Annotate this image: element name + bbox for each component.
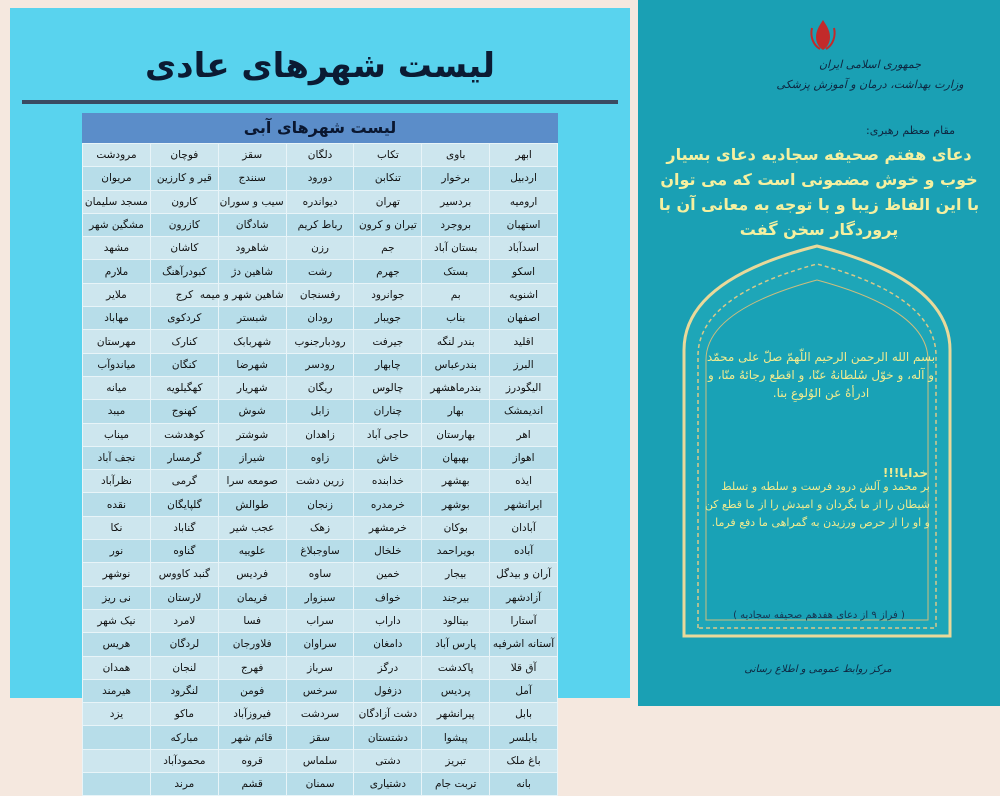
table-cell: آستانه اشرفیه [490,633,558,656]
table-cell: استهبان [490,213,558,236]
table-cell: مبارکه [150,726,218,749]
table-cell: تربت جام [422,773,490,796]
table-cell: تهران [354,190,422,213]
left-panel [10,8,630,791]
table-cell: رشت [286,260,354,283]
table-cell: بهار [422,400,490,423]
table-cell: خاش [354,446,422,469]
table-cell: طوالش [218,493,286,516]
table-cell: سردشت [286,703,354,726]
table-cell: عجب شیر [218,516,286,539]
table-cell: پاکدشت [422,656,490,679]
table-cell: زهک [286,516,354,539]
table-cell: زاوه [286,446,354,469]
table-title: لیست شهرهای آبی [82,113,558,143]
table-cell: زابل [286,400,354,423]
table-row [83,144,558,167]
table-cell: باوی [422,144,490,167]
table-cell: لارستان [150,586,218,609]
table-cell: گرمی [150,470,218,493]
table-cell: بابلسر [490,726,558,749]
table-cell: کارون [150,190,218,213]
cities-table [82,143,558,796]
table-cell: گرمسار [150,446,218,469]
table-cell: قائم شهر [218,726,286,749]
ornamental-frame [678,240,956,640]
table-cell: ملایر [83,283,151,306]
table-cell: خدابنده [354,470,422,493]
table-cell: گنبد کاووس [150,563,218,586]
table-cell: نی ریز [83,586,151,609]
table-cell: آباده [490,540,558,563]
table-cell: چالوس [354,376,422,399]
footer-signature: مرکز روابط عمومی و اطلاع رسانی [744,664,892,675]
table-row [83,213,558,236]
table-cell: ارومیه [490,190,558,213]
table-cell: خمین [354,563,422,586]
table-cell: محمودآباد [150,749,218,772]
table-cell: کازرون [150,213,218,236]
table-cell: شاهین دژ [218,260,286,283]
table-cell: دشت آزادگان [354,703,422,726]
arabic-prayer: بسم الله الرحمن الرحیم اللّهمّ صلّ علی محمّد و آله، و خوّل سُلطانهُ عنّا، و اقطع رجائهُ منّا، و ادرأهُ عن الوُلوعِ بنا. [706,350,936,400]
table-cell: جوانرود [354,283,422,306]
table-cell: دورود [286,167,354,190]
table-cell: خرمشهر [354,516,422,539]
table-cell: تنکابن [354,167,422,190]
table-cell: لنگرود [150,679,218,702]
table-cell: قشم [218,773,286,796]
table-row [83,470,558,493]
table-cell: مهرستان [83,330,151,353]
table-cell: اسدآباد [490,237,558,260]
table-row [83,376,558,399]
table-cell: بهبهان [422,446,490,469]
table-cell: جویبار [354,307,422,330]
table-cell: رفسنجان [286,283,354,306]
table-cell: فسا [218,609,286,632]
table-cell: بیجار [422,563,490,586]
table-cell: زنجان [286,493,354,516]
table-cell: بستان آباد [422,237,490,260]
table-row [83,540,558,563]
table-row [83,260,558,283]
table-cell: ساوجبلاغ [286,540,354,563]
table-cell [83,726,151,749]
table-cell: دامغان [354,633,422,656]
table-cell: قروه [218,749,286,772]
table-cell: بندرماهشهر [422,376,490,399]
table-cell: بینالود [422,609,490,632]
table-cell: شیراز [218,446,286,469]
table-cell: کرج [150,283,218,306]
table-row [83,190,558,213]
table-cell: ریگان [286,376,354,399]
table-cell: مریوان [83,167,151,190]
table-cell: آزادشهر [490,586,558,609]
table-cell: چابهار [354,353,422,376]
table-cell: بردسیر [422,190,490,213]
table-cell: همدان [83,656,151,679]
table-cell: تبریز [422,749,490,772]
persian-translation: بر محمد و آلش درود فرست و سلطه و تسلط شیطان را از ما بگردان و امیدش را از ما قطع کن و او را از حرص ورزیدن به گمراهی ما دفع فرما. [704,480,930,529]
table-cell: مهاباد [83,307,151,330]
table-cell: شاهین شهر و میمه [218,283,286,306]
table-cell: گناباد [150,516,218,539]
table-cell: ایرانشهر [490,493,558,516]
table-cell: مشهد [83,237,151,260]
table-row [83,749,558,772]
table-cell: بم [422,283,490,306]
table-cell: نکا [83,516,151,539]
table-cell: برخوار [422,167,490,190]
table-cell: فلاورجان [218,633,286,656]
table-cell: بندر لنگه [422,330,490,353]
table-cell: بوکان [422,516,490,539]
table-cell: شبستر [218,307,286,330]
table-cell: اردبیل [490,167,558,190]
table-cell: دیواندره [286,190,354,213]
table-cell: فومن [218,679,286,702]
table-cell: زاهدان [286,423,354,446]
table-cell: سمنان [286,773,354,796]
table-cell: گلپایگان [150,493,218,516]
table-cell: رزن [286,237,354,260]
table-cell: ساوه [286,563,354,586]
table-cell: شوشتر [218,423,286,446]
table-cell: کهنوج [150,400,218,423]
table-cell: اقلید [490,330,558,353]
table-cell: علوییه [218,540,286,563]
table-cell: شهربابک [218,330,286,353]
cities-table-wrap [82,113,558,791]
table-cell: کنگان [150,353,218,376]
table-cell: رباط کریم [286,213,354,236]
table-row [83,773,558,796]
table-cell: دشتستان [354,726,422,749]
table-cell: شهریار [218,376,286,399]
table-cell: فوچان [150,144,218,167]
table-cell: بروجرد [422,213,490,236]
table-cell: رودسر [286,353,354,376]
table-cell: دلگان [286,144,354,167]
title-divider [22,100,618,104]
table-cell: نجف آباد [83,446,151,469]
table-cell: صومعه سرا [218,470,286,493]
table-cell: جم [354,237,422,260]
table-cell: ایذه [490,470,558,493]
table-cell: بوشهر [422,493,490,516]
table-cell: لنجان [150,656,218,679]
table-cell: آمل [490,679,558,702]
table-cell: بابل [490,703,558,726]
prayer-heading: خدایا!!! [882,466,928,480]
table-cell: کاشان [150,237,218,260]
table-cell: نظرآباد [83,470,151,493]
table-cell: نور [83,540,151,563]
table-cell: شاهرود [218,237,286,260]
table-row [83,563,558,586]
table-cell: چناران [354,400,422,423]
table-cell: رودبارجنوب [286,330,354,353]
table-cell: بهارستان [422,423,490,446]
table-cell: مشگین شهر [83,213,151,236]
table-cell: بیرجند [422,586,490,609]
table-row [83,609,558,632]
table-row [83,237,558,260]
table-row [83,633,558,656]
table-cell: بناب [422,307,490,330]
gov-line-1: جمهوری اسلامی ایران [818,58,922,71]
table-cell: هیرمند [83,679,151,702]
table-cell: دشتی [354,749,422,772]
table-cell: سرباز [286,656,354,679]
table-row [83,679,558,702]
table-row [83,307,558,330]
table-row [83,446,558,469]
table-cell: کهگیلویه [150,376,218,399]
table-cell: فیروزآباد [218,703,286,726]
table-cell: کردکوی [150,307,218,330]
table-cell: دزفول [354,679,422,702]
table-cell: باغ ملک [490,749,558,772]
table-cell: تیران و کرون [354,213,422,236]
table-cell: شهرضا [218,353,286,376]
table-row [83,516,558,539]
table-cell: میانه [83,376,151,399]
source-citation: ( فراز ۹ از دعای هفدهم صحیفه سجادیه ) [733,610,905,621]
table-cell: رودان [286,307,354,330]
table-cell: کنارک [150,330,218,353]
leader-label: مقام معظم رهبری: [866,124,955,137]
table-cell: فردیس [218,563,286,586]
table-cell: لردگان [150,633,218,656]
table-cell: سراوان [286,633,354,656]
table-cell: سنندج [218,167,286,190]
table-cell: خلخال [354,540,422,563]
table-cell: حاجی آباد [354,423,422,446]
table-cell: نوشهر [83,563,151,586]
table-cell: خواف [354,586,422,609]
table-cell: نقده [83,493,151,516]
table-cell: پردیس [422,679,490,702]
table-cell: ماکو [150,703,218,726]
table-cell: میاندوآب [83,353,151,376]
table-row [83,167,558,190]
table-cell: قیر و کارزین [150,167,218,190]
table-cell: الیگودرز [490,376,558,399]
right-panel [638,0,1000,706]
table-cell: فهرج [218,656,286,679]
table-row [83,493,558,516]
gov-line-2: وزارت بهداشت، درمان و آموزش پزشکی [776,78,964,91]
table-row [83,656,558,679]
table-cell: پیشوا [422,726,490,749]
table-cell: میبد [83,400,151,423]
table-cell: سقز [218,144,286,167]
table-cell: اسکو [490,260,558,283]
table-row [83,586,558,609]
table-cell: شوش [218,400,286,423]
table-cell: اندیمشک [490,400,558,423]
table-cell: جیرفت [354,330,422,353]
table-cell [83,773,151,796]
table-row [83,400,558,423]
table-cell: بانه [490,773,558,796]
table-cell: کوهدشت [150,423,218,446]
table-cell: اشنویه [490,283,558,306]
table-cell: بهشهر [422,470,490,493]
table-cell [83,749,151,772]
table-cell: لامرد [150,609,218,632]
table-cell: جهرم [354,260,422,283]
table-cell: مرودشت [83,144,151,167]
table-cell: سبزوار [286,586,354,609]
table-cell: تکاب [354,144,422,167]
table-cell: سقز [286,726,354,749]
table-cell: بستک [422,260,490,283]
table-cell: اهر [490,423,558,446]
table-cell: ملارم [83,260,151,283]
table-cell: میناب [83,423,151,446]
table-cell: البرز [490,353,558,376]
table-cell: شادگان [218,213,286,236]
table-row [83,726,558,749]
iran-emblem-icon [808,18,838,52]
table-cell: فریمان [218,586,286,609]
table-cell: اصفهان [490,307,558,330]
table-cell: مسجد سلیمان [83,190,151,213]
table-cell: دشتیاری [354,773,422,796]
table-row [83,703,558,726]
table-cell: سلماس [286,749,354,772]
table-row [83,330,558,353]
table-cell: یزد [83,703,151,726]
table-cell: اهواز [490,446,558,469]
table-cell: هریس [83,633,151,656]
table-cell: گناوه [150,540,218,563]
table-cell: بندرعباس [422,353,490,376]
leader-quote: دعای هفتم صحیفه سجادیه دعای بسیار خوب و خوش مضمونی است که می توان با این الفاظ زیبا و با توجه به معانی آن با پروردگار سخن گفت [658,145,980,239]
table-cell: بویراحمد [422,540,490,563]
table-cell: خرمدره [354,493,422,516]
table-cell: سراب [286,609,354,632]
table-cell: ابهر [490,144,558,167]
table-row [83,423,558,446]
table-cell: درگز [354,656,422,679]
table-cell: آستارا [490,609,558,632]
table-cell: زرین دشت [286,470,354,493]
table-row [83,283,558,306]
table-cell: مرند [150,773,218,796]
table-cell: کبودرآهنگ [150,260,218,283]
table-cell: آران و بیدگل [490,563,558,586]
table-row [83,353,558,376]
table-cell: پیرانشهر [422,703,490,726]
table-cell: داراب [354,609,422,632]
table-cell: پارس آباد [422,633,490,656]
table-cell: آبادان [490,516,558,539]
page-title: لیست شهرهای عادی [144,46,496,86]
table-cell: آق قلا [490,656,558,679]
table-cell: سرخس [286,679,354,702]
table-cell: سیب و سوران [218,190,286,213]
table-cell: نیک شهر [83,609,151,632]
